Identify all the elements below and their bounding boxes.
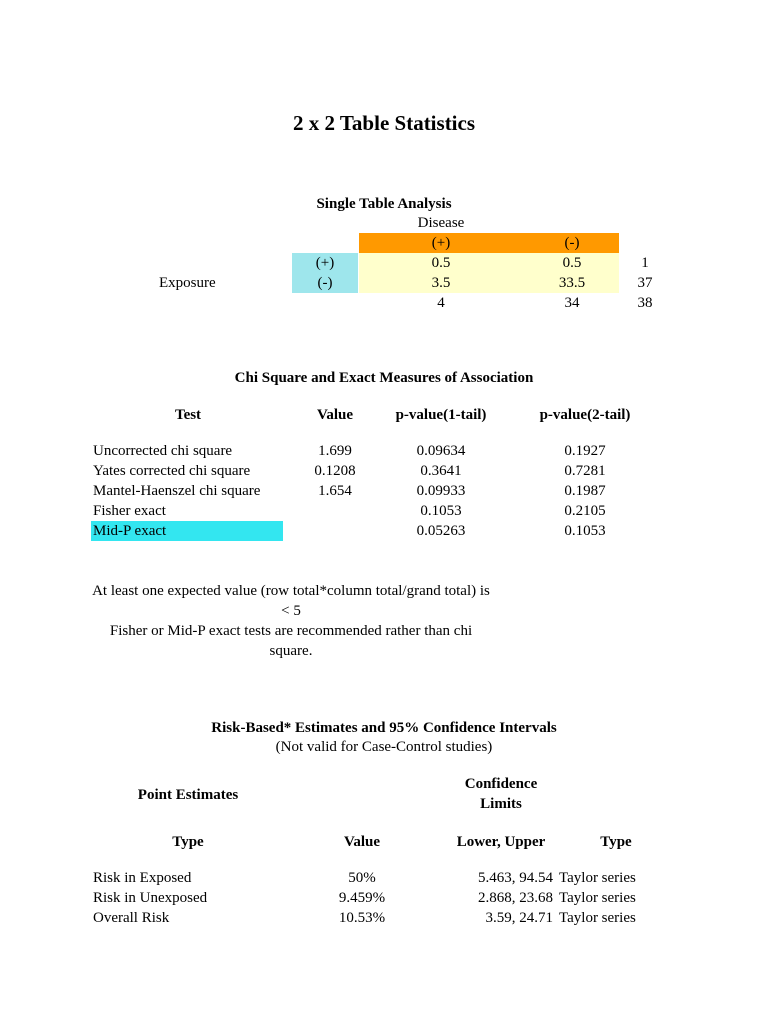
chi-header-value: Value [316,407,354,423]
risk-row-method: Taylor series [559,890,636,906]
expected-value-note: At least one expected value (row total*column total/grand total) is < 5 [92,583,490,619]
grand-total: 38 [637,295,653,311]
row-total-1: 1 [641,255,649,271]
col-total-2: 34 [564,295,580,311]
chi-row-test: Mantel-Haenszel chi square [93,483,261,499]
risk-row-type: Overall Risk [93,910,170,926]
exposure-label: Exposure [159,275,216,291]
risk-header-type: Type [172,834,204,850]
row-total-2: 37 [637,275,653,291]
single-table-heading: Single Table Analysis [316,196,452,212]
cell-d: 33.5 [558,275,586,291]
page-title: 2 x 2 Table Statistics [292,111,476,135]
chi-header-test: Test [174,407,202,423]
chi-row-value: 1.699 [318,443,352,459]
risk-row-method: Taylor series [559,870,636,886]
risk-row-limits: 2.868, 23.68 [478,890,553,906]
chi-row-test: Uncorrected chi square [93,443,233,459]
col-total-1: 4 [437,295,445,311]
chi-row-p1: 0.09933 [416,483,466,499]
chi-row-p2: 0.2105 [564,503,606,519]
chi-row-p1: 0.3641 [420,463,462,479]
risk-header-limits: Lower, Upper [456,834,546,850]
risk-row-value: 50% [348,870,376,886]
limits-label: Limits [480,796,522,812]
risk-subheading: (Not valid for Case-Control studies) [275,739,493,755]
risk-heading: Risk-Based* Estimates and 95% Confidence Intervals [211,720,557,736]
chi-row-p2: 0.7281 [564,463,606,479]
cell-c: 3.5 [431,275,451,291]
risk-row-limits: 3.59, 24.71 [485,910,553,926]
cell-b: 0.5 [562,255,582,271]
row-header-positive: (+) [292,253,358,273]
confidence-label: Confidence [464,776,538,792]
risk-row-limits: 5.463, 94.54 [478,870,553,886]
chi-row-p2: 0.1053 [564,523,606,539]
recommendation-note: Fisher or Mid-P exact tests are recommended rather than chi square. [109,623,473,659]
chi-header-p2: p-value(2-tail) [539,407,631,423]
risk-row-value: 9.459% [338,890,386,906]
row-header-negative: (-) [292,273,358,293]
risk-row-type: Risk in Unexposed [93,890,208,906]
chi-row-p1: 0.1053 [420,503,462,519]
risk-row-method: Taylor series [559,910,636,926]
chi-row-test: Yates corrected chi square [93,463,251,479]
col-header-positive: (+) [431,235,451,251]
cell-a: 0.5 [431,255,451,271]
risk-header-method: Type [600,834,632,850]
risk-header-value: Value [343,834,381,850]
chi-row-p1: 0.05263 [416,523,466,539]
chi-row-value: 1.654 [318,483,352,499]
chi-row-test: Fisher exact [93,503,166,519]
chi-row-p2: 0.1927 [564,443,606,459]
chi-row-test: Mid-P exact [93,523,167,539]
chi-row-p2: 0.1987 [564,483,606,499]
col-header-negative: (-) [564,235,580,251]
point-estimates-label: Point Estimates [137,787,239,803]
disease-label: Disease [417,215,465,231]
risk-row-value: 10.53% [338,910,386,926]
chi-row-value: 0.1208 [314,463,356,479]
chi-square-heading: Chi Square and Exact Measures of Association [234,370,534,386]
risk-row-type: Risk in Exposed [93,870,192,886]
chi-header-p1: p-value(1-tail) [395,407,487,423]
chi-row-p1: 0.09634 [416,443,466,459]
